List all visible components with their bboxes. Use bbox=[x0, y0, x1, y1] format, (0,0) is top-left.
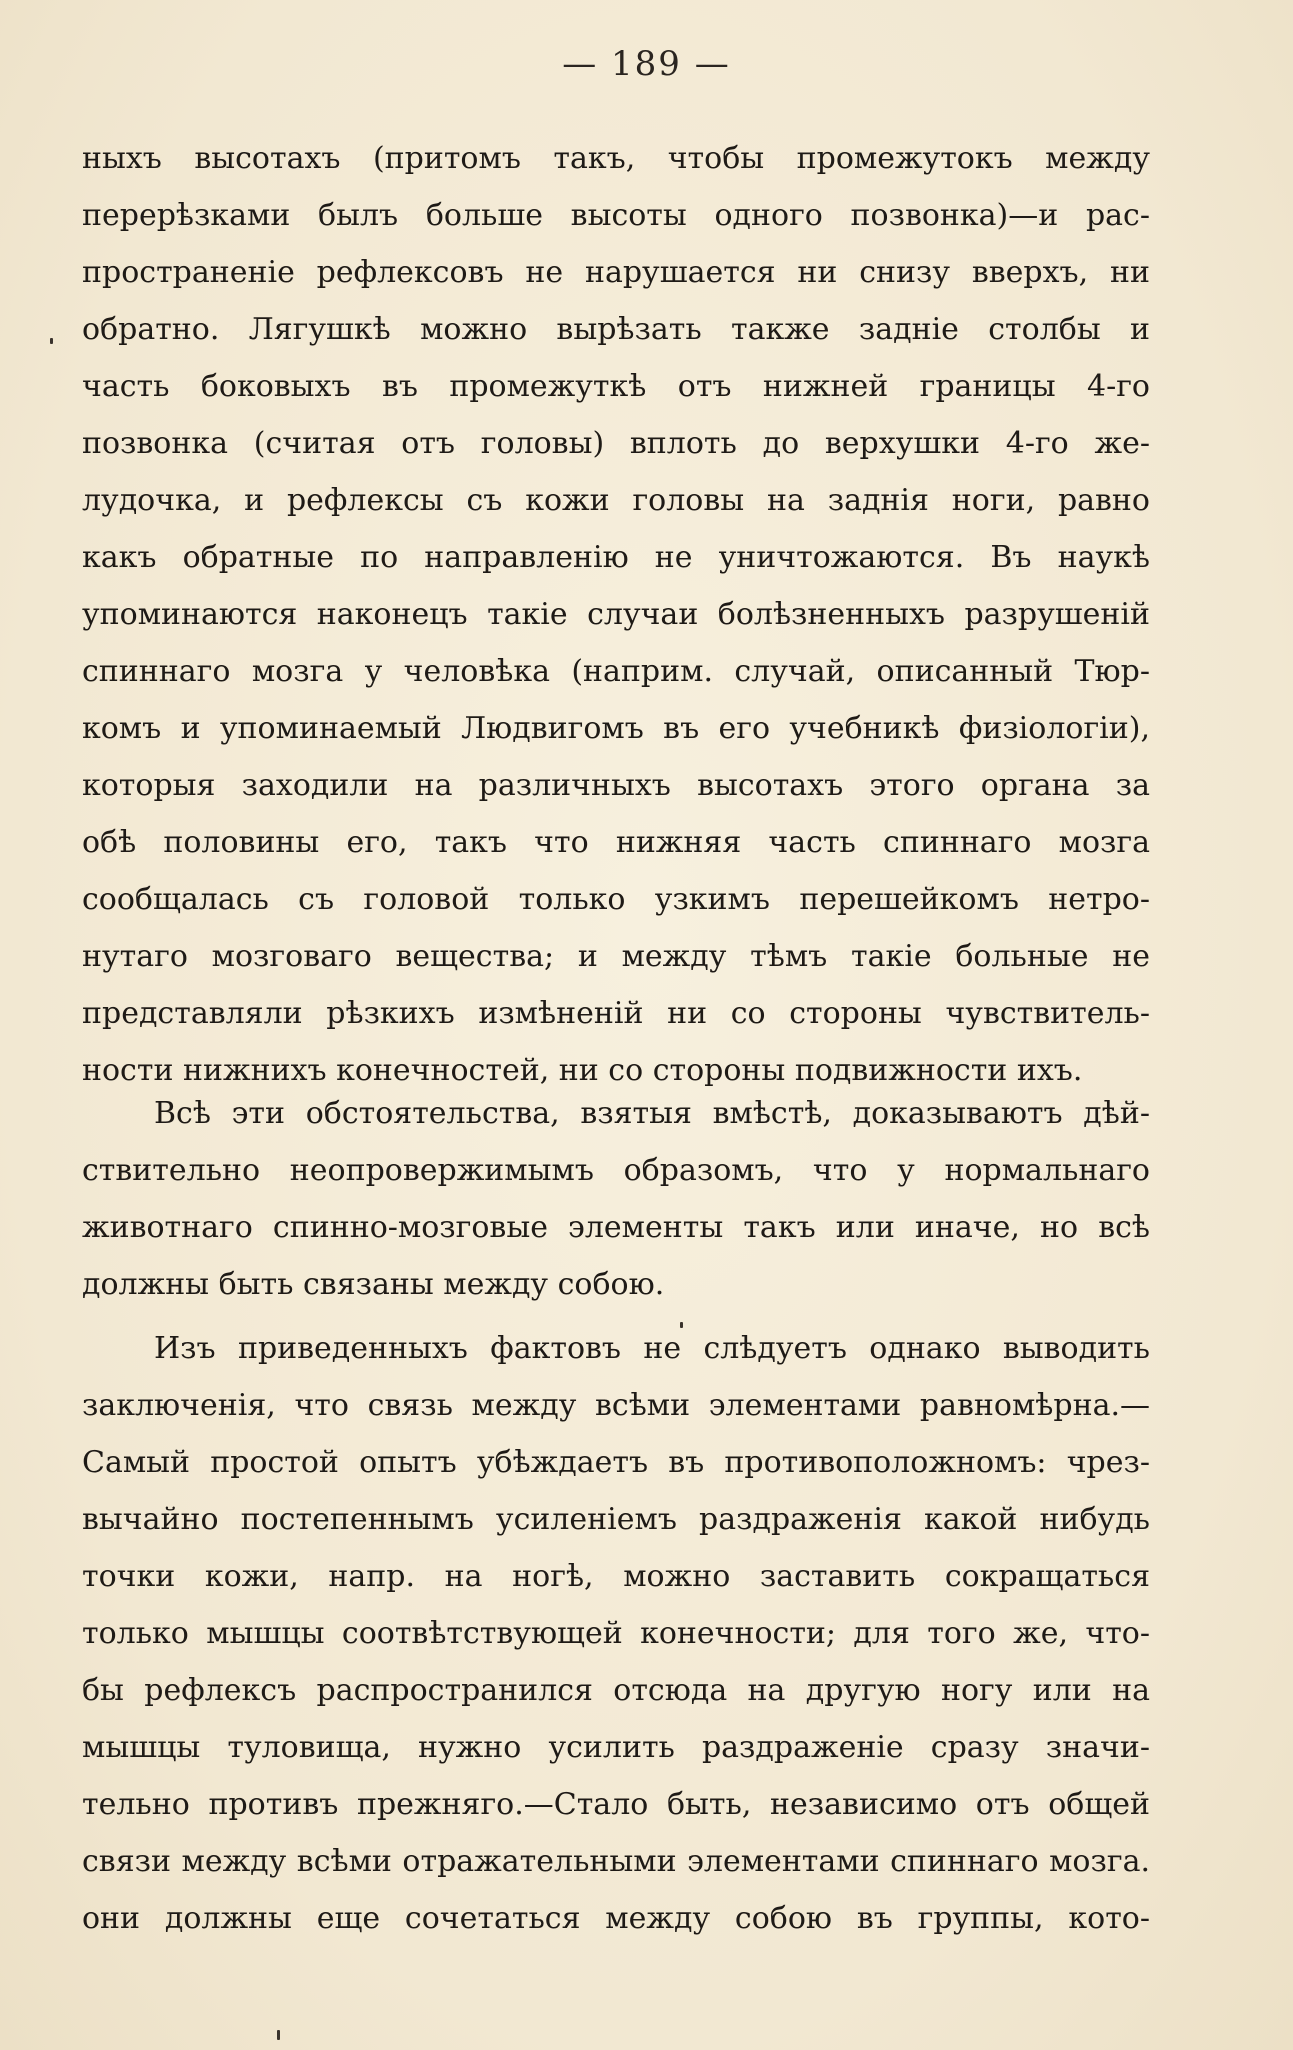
text-line: должны быть связаны между собою. bbox=[82, 1267, 665, 1302]
text-line: обѣ половины его, такъ что нижняя часть спиннаго мозга bbox=[82, 825, 1150, 860]
text-line: они должны еще сочетаться между собою въ группы, кото- bbox=[82, 1901, 1150, 1936]
text-line: ности нижнихъ конечностей, ни со стороны подвижности ихъ. bbox=[82, 1053, 1083, 1088]
text-line: животнаго спинно-мозговые элементы такъ или иначе, но всѣ bbox=[82, 1210, 1150, 1245]
text-line: представляли рѣзкихъ измѣненiй ни со стороны чувствитель- bbox=[82, 996, 1150, 1031]
text-line: Всѣ эти обстоятельства, взятыя вмѣстѣ, доказываютъ дѣй- bbox=[154, 1096, 1150, 1131]
text-line: мышцы туловища, нужно усилить раздраженiе сразу значи- bbox=[82, 1730, 1150, 1765]
text-line: которыя заходили на различныхъ высотахъ этого органа за bbox=[82, 768, 1150, 803]
text-line: какъ обратные по направленiю не уничтожаются. Въ наукѣ bbox=[82, 540, 1150, 575]
text-line: часть боковыхъ въ промежуткѣ отъ нижней границы 4-го bbox=[82, 369, 1150, 404]
text-line: ствительно неопровержимымъ образомъ, что у нормальнаго bbox=[82, 1153, 1150, 1188]
print-speck bbox=[277, 2030, 280, 2040]
paragraph-3 bbox=[82, 1320, 1150, 1947]
text-line: спиннаго мозга у человѣка (наприм. случай, описанный Тюр- bbox=[82, 654, 1150, 689]
text-line: точки кожи, напр. на ногѣ, можно заставить сокращаться bbox=[82, 1559, 1150, 1594]
text-line: позвонка (считая отъ головы) вплоть до верхушки 4-го же- bbox=[82, 426, 1150, 461]
text-line: бы рефлексъ распространился отсюда на другую ногу или на bbox=[82, 1673, 1150, 1708]
page-number: — 189 — bbox=[562, 44, 731, 84]
text-line: сообщалась съ головой только узкимъ перешейкомъ нетро- bbox=[82, 882, 1150, 917]
text-line: обратно. Лягушкѣ можно вырѣзать также заднiе столбы и bbox=[82, 312, 1150, 347]
text-line: нутаго мозговаго вещества; и между тѣмъ такiе больные не bbox=[82, 939, 1150, 974]
text-line: перерѣзками былъ больше высоты одного позвонка)—и рас- bbox=[82, 198, 1150, 233]
paragraph-1 bbox=[82, 130, 1150, 1099]
text-line: вычайно постепеннымъ усиленiемъ раздраженiя какой нибудь bbox=[82, 1502, 1150, 1537]
text-line: комъ и упоминаемый Людвигомъ въ его учебникѣ физiологiи), bbox=[82, 711, 1150, 746]
paragraph-2 bbox=[82, 1085, 1150, 1313]
text-line: тельно противъ прежняго.—Стало быть, независимо отъ общей bbox=[82, 1787, 1150, 1822]
text-line: ныхъ высотахъ (притомъ такъ, чтобы промежутокъ между bbox=[82, 141, 1150, 176]
text-line: упоминаются наконецъ такiе случаи болѣзненныхъ разрушенiй bbox=[82, 597, 1150, 632]
text-line: заключенiя, что связь между всѣми элементами равномѣрна.— bbox=[82, 1388, 1150, 1423]
print-speck bbox=[50, 338, 53, 344]
text-line: Самый простой опытъ убѣждаетъ въ противоположномъ: чрез- bbox=[82, 1445, 1150, 1480]
text-line: лудочка, и рефлексы съ кожи головы на заднiя ноги, равно bbox=[82, 483, 1150, 518]
text-line: пространенiе рефлексовъ не нарушается ни снизу вверхъ, ни bbox=[82, 255, 1150, 290]
text-line: связи между всѣми отражательными элементами спиннаго мозга. bbox=[82, 1844, 1150, 1879]
print-speck bbox=[680, 1322, 683, 1328]
text-line: только мышцы соотвѣтствующей конечности; для того же, что- bbox=[82, 1616, 1150, 1651]
text-line: Изъ приведенныхъ фактовъ не слѣдуетъ однако выводить bbox=[154, 1331, 1150, 1366]
